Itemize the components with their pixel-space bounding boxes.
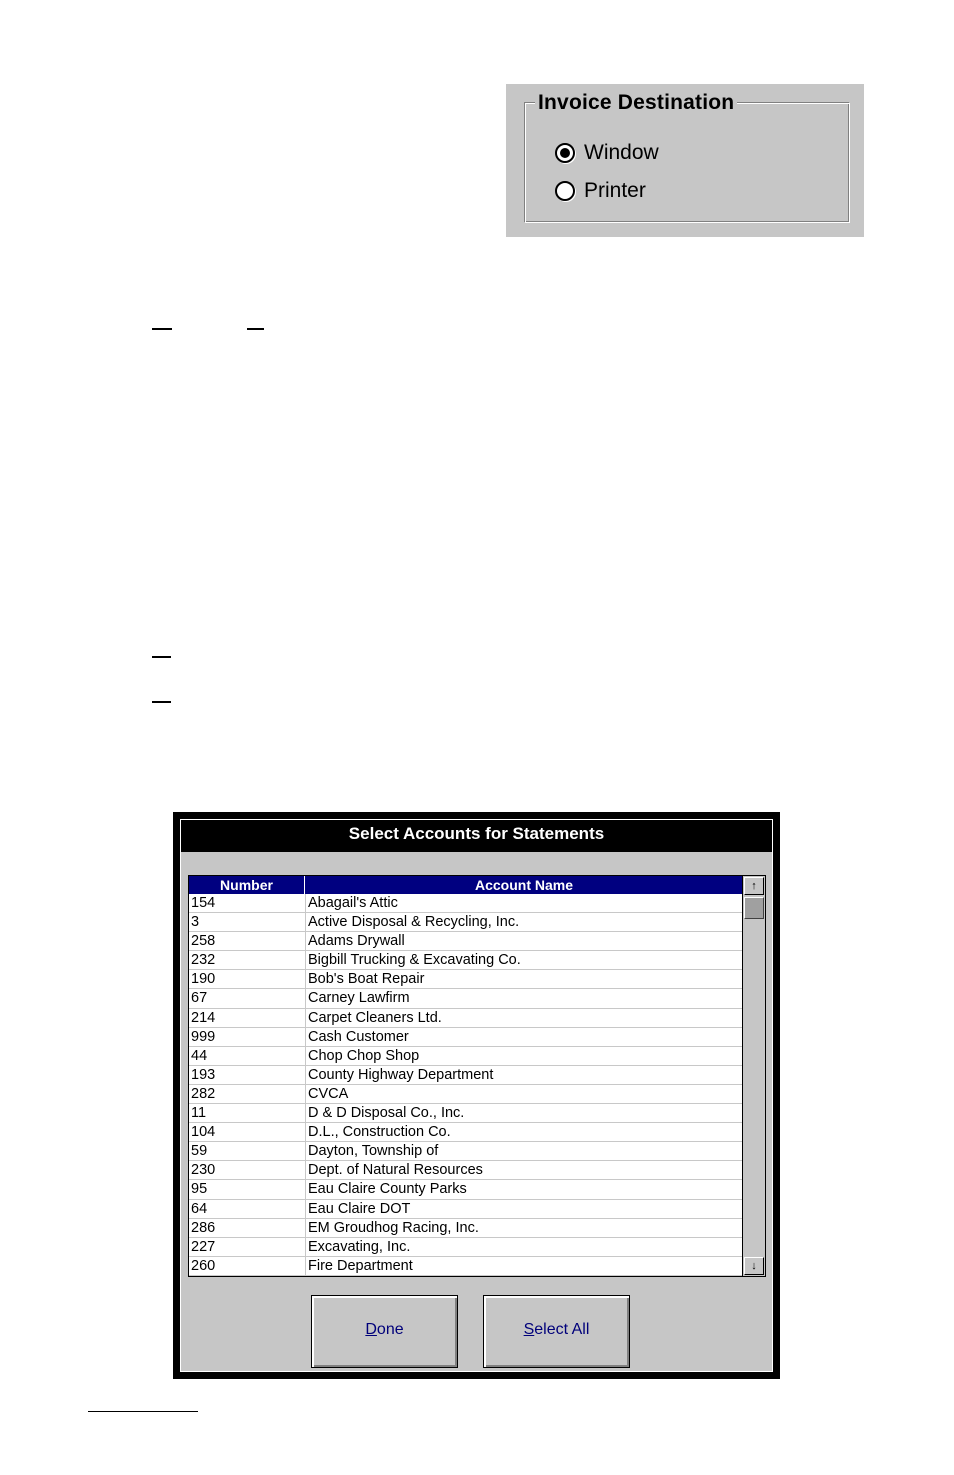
table-row[interactable] [189, 1219, 742, 1238]
invoice-destination-panel [506, 84, 864, 237]
dialog-title: Select Accounts for Statements [181, 820, 772, 852]
column-header-account-name[interactable]: Account Name [474, 877, 574, 893]
column-separator [305, 894, 306, 912]
account-number: 154 [191, 895, 216, 911]
accounts-list[interactable] [188, 875, 766, 1277]
table-row[interactable] [189, 913, 742, 932]
account-number: 999 [191, 1028, 216, 1045]
account-name: Carpet Cleaners Ltd. [308, 1009, 442, 1026]
underline-mark [152, 656, 171, 658]
list-header [189, 876, 742, 894]
account-name: Eau Claire DOT [308, 1200, 411, 1217]
table-row[interactable] [189, 1085, 742, 1104]
account-name: County Highway Department [308, 1066, 494, 1083]
column-header-number[interactable]: Number [189, 876, 305, 894]
table-row[interactable] [189, 1142, 742, 1161]
account-number: 59 [191, 1143, 208, 1160]
account-name: EM Groudhog Racing, Inc. [308, 1219, 479, 1236]
radio-window[interactable] [555, 140, 659, 166]
column-separator [305, 1085, 306, 1103]
column-separator [305, 1142, 306, 1160]
done-button[interactable]: Done [311, 1295, 458, 1368]
account-number: 258 [191, 933, 216, 950]
list-rows [189, 894, 742, 1276]
account-name: Adams Drywall [308, 933, 405, 950]
account-number: 44 [191, 1047, 208, 1064]
account-name: Carney Lawfirm [308, 990, 410, 1007]
account-number: 230 [191, 1162, 216, 1179]
account-name: Chop Chop Shop [308, 1047, 420, 1064]
column-separator [305, 1238, 306, 1256]
table-row[interactable] [189, 951, 742, 970]
table-row[interactable] [189, 1009, 742, 1028]
account-number: 232 [191, 952, 216, 969]
column-separator [305, 951, 306, 969]
column-separator [305, 1123, 306, 1141]
table-row[interactable] [189, 989, 742, 1008]
table-row[interactable] [189, 1028, 742, 1047]
account-number: 104 [191, 1124, 216, 1141]
account-number: 11 [191, 1105, 207, 1122]
account-name: Fire Department [308, 1257, 413, 1274]
column-separator [305, 970, 306, 988]
select-accounts-dialog [173, 812, 780, 1379]
scroll-up-arrow-icon[interactable]: ↑ [744, 877, 764, 895]
scroll-down-arrow-icon[interactable]: ↓ [744, 1257, 764, 1275]
dialog-body [180, 819, 773, 1372]
table-row[interactable] [189, 932, 742, 951]
radio-selected-icon[interactable] [555, 143, 575, 163]
column-separator [305, 913, 306, 931]
vertical-scrollbar[interactable] [742, 876, 765, 1276]
select-all-button[interactable]: Select All [483, 1295, 630, 1368]
footnote-rule [88, 1411, 198, 1412]
radio-printer[interactable] [555, 178, 646, 204]
account-number: 260 [191, 1257, 216, 1274]
radio-window-label: Window [584, 141, 659, 164]
account-number: 190 [191, 971, 216, 988]
column-separator [305, 1219, 306, 1237]
account-name: D & D Disposal Co., Inc. [308, 1105, 465, 1122]
scroll-thumb[interactable] [744, 897, 764, 919]
column-separator [305, 1028, 306, 1046]
column-separator [305, 932, 306, 950]
underline-mark [152, 701, 171, 703]
table-row[interactable] [189, 1257, 742, 1276]
column-separator [305, 989, 306, 1007]
account-number: 95 [191, 1181, 208, 1198]
table-row[interactable] [189, 1161, 742, 1180]
column-separator [305, 1257, 306, 1275]
account-number: 214 [191, 1009, 216, 1026]
account-number: 227 [191, 1238, 216, 1255]
account-name: Dept. of Natural Resources [308, 1162, 483, 1179]
invoice-destination-title: Invoice Destination [535, 92, 737, 114]
column-separator [305, 1066, 306, 1084]
account-name: Bigbill Trucking & Excavating Co. [308, 952, 521, 969]
account-name: Dayton, Township of [308, 1143, 439, 1160]
account-name: Active Disposal & Recycling, Inc. [308, 914, 520, 931]
radio-unselected-icon[interactable] [555, 181, 575, 201]
account-name: Excavating, Inc. [308, 1238, 411, 1255]
table-row[interactable] [189, 1200, 742, 1219]
account-name: CVCA [308, 1085, 349, 1102]
account-number: 193 [191, 1066, 216, 1083]
account-name: Eau Claire County Parks [308, 1181, 467, 1198]
table-row[interactable] [189, 1104, 742, 1123]
account-number: 64 [191, 1200, 208, 1217]
column-separator [305, 1161, 306, 1179]
invoice-destination-group [524, 91, 850, 223]
table-row[interactable] [189, 894, 742, 913]
account-number: 286 [191, 1219, 216, 1236]
account-name: Abagail's Attic [308, 895, 398, 911]
account-name: Bob's Boat Repair [308, 971, 425, 988]
column-separator [305, 1047, 306, 1065]
underline-mark [247, 328, 264, 330]
column-separator [305, 1009, 306, 1027]
column-separator [305, 1200, 306, 1218]
account-name: D.L., Construction Co. [308, 1124, 451, 1141]
table-row[interactable] [189, 1066, 742, 1085]
column-separator [305, 1104, 306, 1122]
account-number: 67 [191, 990, 208, 1007]
account-number: 3 [191, 914, 200, 931]
account-number: 282 [191, 1085, 216, 1102]
radio-printer-label: Printer [584, 179, 646, 202]
table-row[interactable] [189, 970, 742, 989]
table-row[interactable] [189, 1123, 742, 1142]
underline-mark [152, 328, 172, 330]
column-separator [305, 1180, 306, 1198]
table-row[interactable] [189, 1238, 742, 1257]
table-row[interactable] [189, 1047, 742, 1066]
table-row[interactable] [189, 1180, 742, 1199]
account-name: Cash Customer [308, 1028, 409, 1045]
